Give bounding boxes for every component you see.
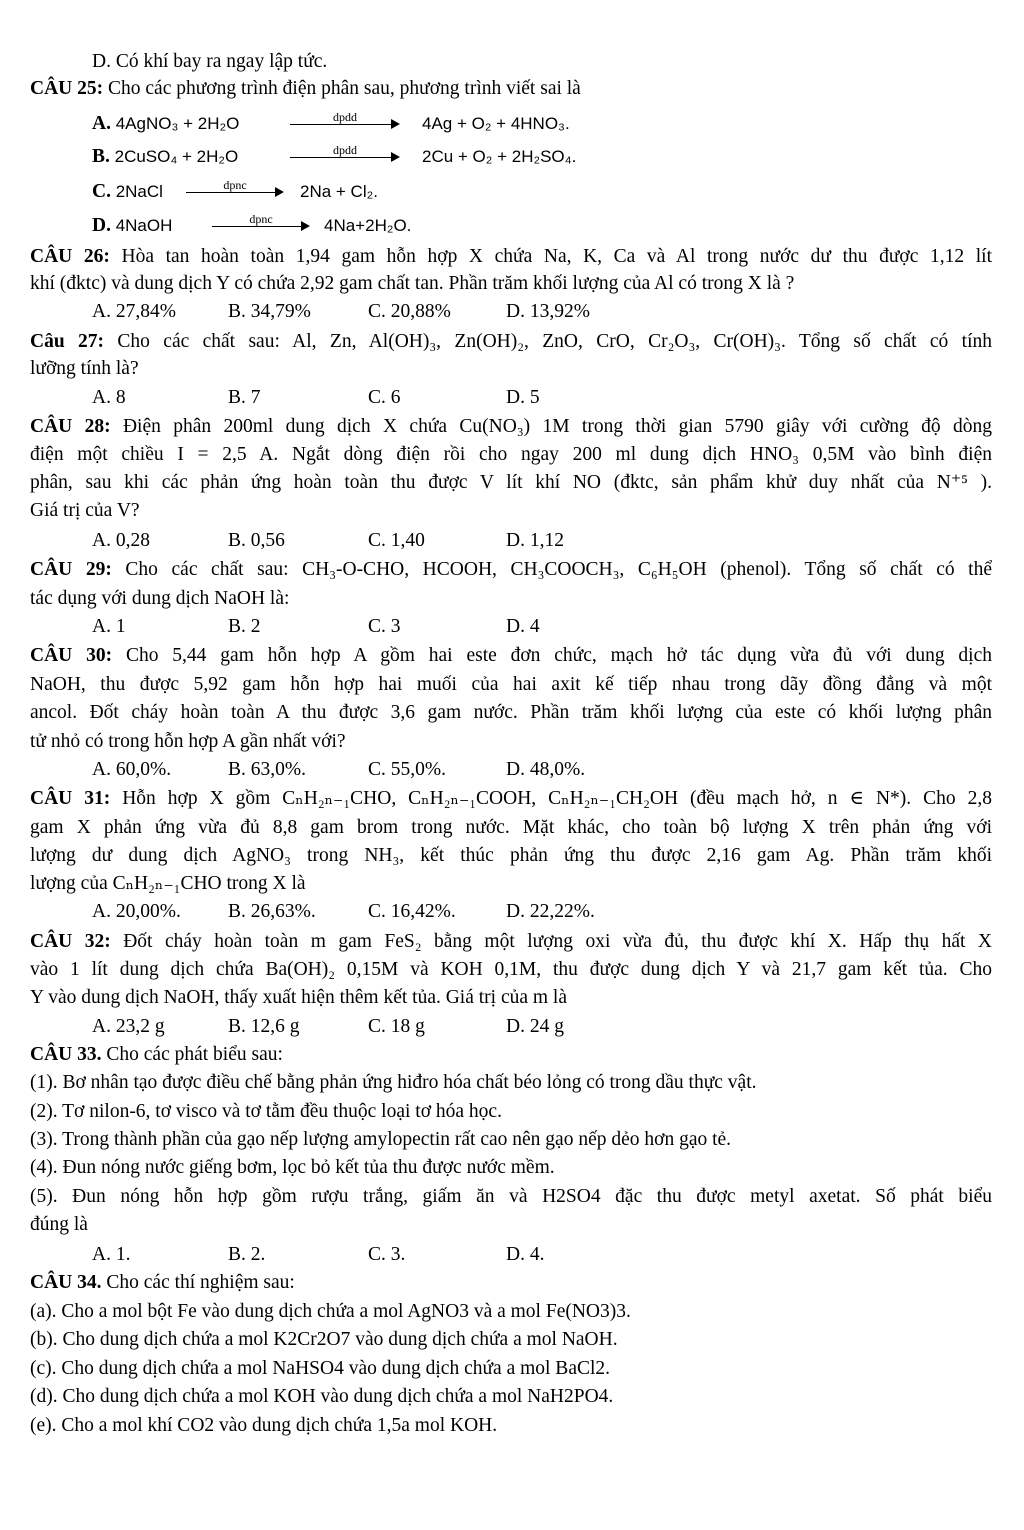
previous-option-d: D. Có khí bay ra ngay lập tức. bbox=[92, 51, 328, 72]
question-text: Hòa tan hoàn toàn 1,94 gam hỗn hợp X chứa Na, K, Ca và Al trong nước dư thu được 1,12 lít bbox=[121, 246, 993, 267]
question-number: CÂU 33. bbox=[30, 1044, 102, 1065]
question-text: Cho các thí nghiệm sau: bbox=[106, 1272, 295, 1293]
question-text-cont: Giá trị của V? bbox=[30, 500, 140, 521]
experiment-d: (d). Cho dung dịch chứa a mol KOH vào dung dịch chứa a mol NaH2PO4. bbox=[30, 1386, 614, 1407]
statement-5-cont: đúng là bbox=[30, 1214, 88, 1235]
question-26 bbox=[30, 245, 992, 269]
question-text-cont: tử nhỏ có trong hỗn hợp A gần nhất với? bbox=[30, 731, 346, 752]
option-b: B. 26,63%. bbox=[228, 901, 316, 922]
equation-lhs: 4AgNO₃ + 2H₂O bbox=[115, 114, 240, 133]
option-c: C. 1,40 bbox=[368, 530, 425, 551]
question-number: CÂU 29: bbox=[30, 559, 112, 580]
question-text-cont: Y vào dung dịch NaOH, thấy xuất hiện thêm kết tủa. Giá trị của m là bbox=[30, 987, 568, 1008]
equation-rhs: 2Na + Cl₂. bbox=[300, 182, 378, 201]
arrow-condition: dpdd bbox=[333, 143, 357, 157]
question-text-cont: NaOH, thu được 5,92 gam hỗn hợp hai muối của hai axit kế tiếp nhau trong dãy đồng đẳng và một bbox=[30, 674, 992, 695]
option-c: C. 3. bbox=[368, 1244, 406, 1265]
option-c: C. 3 bbox=[368, 616, 401, 637]
option-a: A. 8 bbox=[92, 387, 126, 408]
experiment-a: (a). Cho a mol bột Fe vào dung dịch chứa a mol AgNO3 và a mol Fe(NO3)3. bbox=[30, 1301, 631, 1322]
arrow-condition: dpnc bbox=[223, 178, 247, 192]
option-a: A. 1. bbox=[92, 1244, 131, 1265]
question-32 bbox=[30, 930, 992, 954]
question-text: Điện phân 200ml dung dịch X chứa Cu(NO₃) 1M trong thời gian 5790 giây với cường độ dòng bbox=[122, 416, 992, 437]
statement-2: (2). Tơ nilon-6, tơ visco và tơ tằm đều thuộc loại tơ hóa học. bbox=[30, 1101, 502, 1122]
question-34 bbox=[30, 1271, 992, 1295]
question-25 bbox=[30, 77, 992, 101]
option-a: A. 0,28 bbox=[92, 530, 150, 551]
equation-rhs: 2Cu + O₂ + 2H₂SO₄. bbox=[422, 147, 577, 166]
option-d: D. 48,0%. bbox=[506, 759, 586, 780]
question-27 bbox=[30, 330, 992, 354]
question-text-cont: vào 1 lít dung dịch chứa Ba(OH)₂ 0,15M và KOH 0,1M, thu được dung dịch Y và 21,7 gam kết tủa. Cho bbox=[30, 959, 992, 980]
question-text-cont: tác dụng với dung dịch NaOH là: bbox=[30, 588, 290, 609]
option-d: D. 1,12 bbox=[506, 530, 564, 551]
option-label: A. bbox=[92, 113, 111, 134]
option-a: A. 23,2 g bbox=[92, 1016, 165, 1037]
question-number: CÂU 34. bbox=[30, 1272, 102, 1293]
equation-rhs: 4Na+2H₂O. bbox=[324, 216, 412, 235]
question-text-cont: lượng của CₙH₂ₙ₋₁CHO trong X là bbox=[30, 873, 306, 894]
question-number: CÂU 26: bbox=[30, 246, 110, 267]
option-c: C. 16,42%. bbox=[368, 901, 456, 922]
option-label: B. bbox=[92, 146, 110, 167]
option-a: A. 60,0%. bbox=[92, 759, 172, 780]
equation-lhs: 2NaCl bbox=[115, 182, 163, 201]
question-number: Câu 27: bbox=[30, 331, 105, 352]
question-number: CÂU 30: bbox=[30, 645, 113, 666]
option-label: C. bbox=[92, 181, 111, 202]
arrow-condition: dpdd bbox=[333, 110, 357, 124]
experiment-e: (e). Cho a mol khí CO2 vào dung dịch chứa 1,5a mol KOH. bbox=[30, 1415, 498, 1436]
option-b: B. 2. bbox=[228, 1244, 266, 1265]
question-28 bbox=[30, 415, 992, 439]
equation-lhs: 4NaOH bbox=[115, 216, 173, 235]
question-text: Đốt cháy hoàn toàn m gam FeS₂ bằng một lượng oxi vừa đủ, thu được khí X. Hấp thụ hất X bbox=[123, 931, 992, 952]
option-a: A. 1 bbox=[92, 616, 126, 637]
equation-rhs: 4Ag + O₂ + 4HNO₃. bbox=[422, 114, 570, 133]
option-b: B. 7 bbox=[228, 387, 261, 408]
statement-3: (3). Trong thành phần của gạo nếp lượng amylopectin rất cao nên gạo nếp dẻo hơn gạo tẻ. bbox=[30, 1129, 732, 1150]
option-d: D. 4. bbox=[506, 1244, 545, 1265]
option-c: C. 6 bbox=[368, 387, 401, 408]
experiment-b: (b). Cho dung dịch chứa a mol K2Cr2O7 vào dung dịch chứa a mol NaOH. bbox=[30, 1329, 618, 1350]
option-c: C. 18 g bbox=[368, 1016, 425, 1037]
option-b: B. 12,6 g bbox=[228, 1016, 300, 1037]
option-a: A. 20,00%. bbox=[92, 901, 181, 922]
option-d: D. 22,22%. bbox=[506, 901, 595, 922]
option-a: A. 27,84% bbox=[92, 301, 176, 322]
question-number: CÂU 32: bbox=[30, 931, 111, 952]
question-number: CÂU 28: bbox=[30, 416, 111, 437]
question-text-cont: điện một chiều I = 2,5 A. Ngắt dòng điện rồi cho ngay 200 ml dung dịch HNO₃ 0,5M vào bình điện bbox=[30, 444, 992, 465]
option-b: B. 34,79% bbox=[228, 301, 311, 322]
question-text: Cho các phương trình điện phân sau, phương trình viết sai là bbox=[108, 78, 581, 99]
question-29 bbox=[30, 558, 992, 582]
question-text-cont: phân, sau khi các phản ứng hoàn toàn thu được V lít khí NO (đktc, sản phẩm khử duy nhất của N⁺⁵ ). bbox=[30, 472, 992, 493]
question-text-cont: lượng dư dung dịch AgNO₃ trong NH₃, kết thúc phản ứng thu được 2,16 gam Ag. Phần trăm khối bbox=[30, 845, 992, 866]
statement-4: (4). Đun nóng nước giếng bơm, lọc bỏ kết tủa thu được nước mềm. bbox=[30, 1157, 555, 1178]
question-number: CÂU 25: bbox=[30, 78, 104, 99]
question-text: Cho các chất sau: CH₃-O-CHO, HCOOH, CH₃COOCH₃, C₆H₅OH (phenol). Tổng số chất có thể bbox=[125, 559, 992, 580]
option-b: B. 2 bbox=[228, 616, 261, 637]
question-number: CÂU 31: bbox=[30, 788, 111, 809]
option-d: D. 4 bbox=[506, 616, 540, 637]
question-text-cont: khí (đktc) và dung dịch Y có chứa 2,92 gam chất tan. Phần trăm khối lượng của Al có trong X là ? bbox=[30, 273, 795, 294]
question-text: Cho các phát biểu sau: bbox=[106, 1044, 283, 1065]
question-30 bbox=[30, 644, 992, 668]
question-text-cont: ancol. Đốt cháy hoàn toàn A thu được 3,6 gam nước. Phần trăm khối lượng của este có khối lượng phân bbox=[30, 702, 992, 723]
statement-5: (5). Đun nóng hỗn hợp gồm rượu trắng, giấm ăn và H2SO4 đặc thu được metyl axetat. Số phát biểu bbox=[30, 1186, 992, 1207]
statement-1: (1). Bơ nhân tạo được điều chế bằng phản ứng hiđro hóa chất béo lỏng có trong dầu thực vật. bbox=[30, 1072, 757, 1093]
question-31 bbox=[30, 787, 992, 811]
question-text: Cho các chất sau: Al, Zn, Al(OH)₃, Zn(OH)₂, ZnO, CrO, Cr₂O₃, Cr(OH)₃. Tổng số chất có tính bbox=[117, 331, 993, 352]
question-text: Hỗn hợp X gồm CₙH₂ₙ₋₁CHO, CₙH₂ₙ₋₁COOH, CₙH₂ₙ₋₁CH₂OH (đều mạch hở, n ∈ N*). Cho 2,8 bbox=[122, 788, 992, 809]
option-d: D. 5 bbox=[506, 387, 540, 408]
option-b: B. 63,0%. bbox=[228, 759, 306, 780]
question-text-cont: gam X phản ứng vừa đủ 8,8 gam brom trong nước. Mặt khác, cho toàn bộ lượng X trên phản ứng với bbox=[30, 817, 992, 838]
question-text-cont: lưỡng tính là? bbox=[30, 358, 139, 379]
option-d: D. 13,92% bbox=[506, 301, 590, 322]
option-label: D. bbox=[92, 215, 111, 236]
arrow-condition: dpnc bbox=[249, 212, 273, 226]
option-c: C. 55,0%. bbox=[368, 759, 446, 780]
option-d: D. 24 g bbox=[506, 1016, 564, 1037]
equation-lhs: 2CuSO₄ + 2H₂O bbox=[114, 147, 239, 166]
option-c: C. 20,88% bbox=[368, 301, 451, 322]
experiment-c: (c). Cho dung dịch chứa a mol NaHSO4 vào dung dịch chứa a mol BaCl2. bbox=[30, 1358, 611, 1379]
option-b: B. 0,56 bbox=[228, 530, 285, 551]
question-text: Cho 5,44 gam hỗn hợp A gồm hai este đơn chức, mạch hở tác dụng vừa đủ với dung dịch bbox=[125, 645, 992, 666]
question-33 bbox=[30, 1043, 992, 1067]
